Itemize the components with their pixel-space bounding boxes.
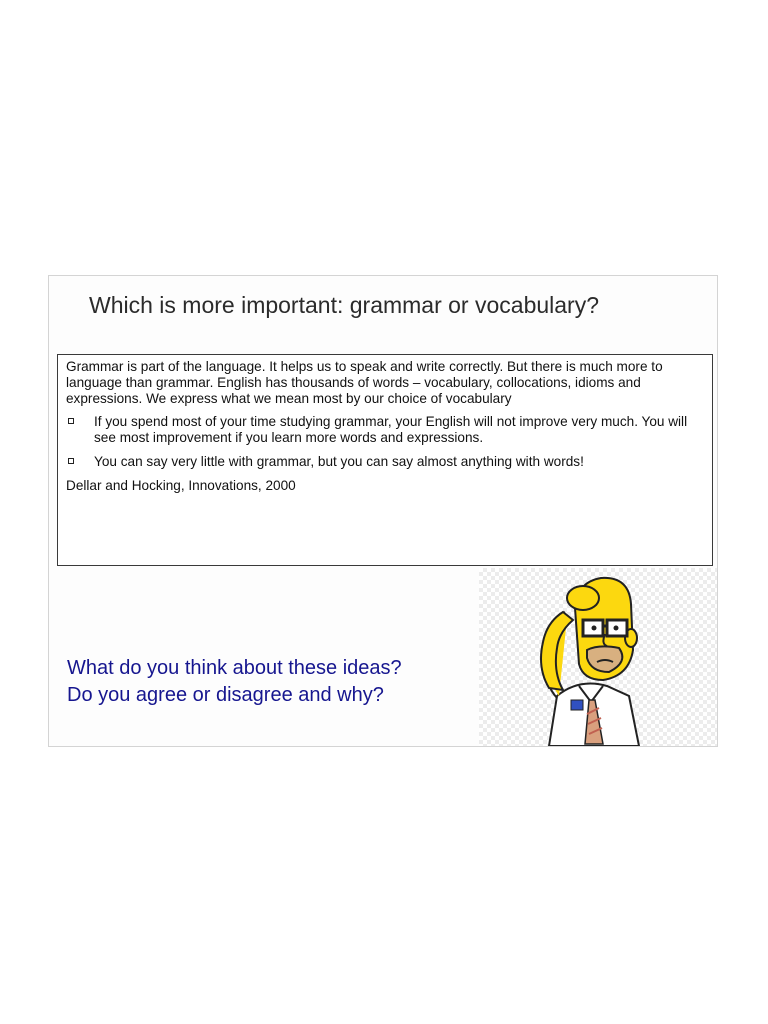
question-line: What do you think about these ideas? xyxy=(67,657,402,679)
slide-title: Which is more important: grammar or vocabulary? xyxy=(89,292,599,318)
quote-bullet-text: You can say very little with grammar, but you can say almost anything with words! xyxy=(94,453,584,469)
quote-box xyxy=(57,354,713,566)
quote-bullet xyxy=(66,454,704,470)
thinking-character-illustration xyxy=(479,568,717,746)
square-bullet-icon xyxy=(68,418,74,424)
quote-bullet-text: If you spend most of your time studying grammar, your English will not improve very much. You will see most improvement if you learn more words and expressions. xyxy=(94,414,688,446)
discussion-question xyxy=(67,655,402,709)
square-bullet-icon xyxy=(68,458,74,464)
thinking-cartoon-icon xyxy=(479,568,717,746)
quote-citation: Dellar and Hocking, Innovations, 2000 xyxy=(66,477,296,493)
slide xyxy=(48,275,718,747)
quote-paragraph: Grammar is part of the language. It helps us to speak and write correctly. But there is much more to language than grammar. English has thousands of words – vocabulary, collocations, idioms and expressions. We express what we mean most by our choice of vocabulary xyxy=(66,359,663,406)
quote-bullet xyxy=(66,414,704,446)
question-line: Do you agree or disagree and why? xyxy=(67,684,384,706)
